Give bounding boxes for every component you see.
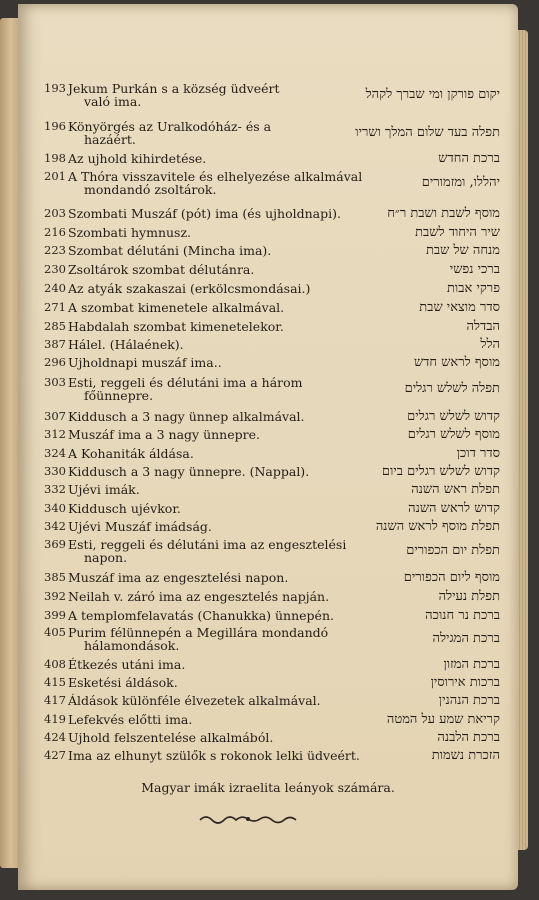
hebrew-title: קדוש לשלש רגלים [407, 409, 500, 424]
page-number: 223 [44, 243, 66, 257]
hebrew-title: פרקי אבות [446, 281, 500, 296]
hebrew-title: קריאת שמע על המטה [386, 712, 500, 727]
hungarian-title: Neilah v. záró ima az engesztelés napján. [68, 589, 330, 604]
hungarian-title: Muszáf ima az engesztelési napon. [68, 570, 289, 585]
hebrew-title: מנחה של שבת [425, 243, 500, 258]
page-number: 399 [44, 608, 66, 622]
page-number: 216 [44, 225, 66, 239]
hungarian-title-continued: főünnepre. [84, 388, 154, 403]
hungarian-title: Az atyák szakaszai (erkölcsmondásai.) [68, 281, 311, 296]
hebrew-title: מוסף לשלש רגלים [407, 427, 500, 442]
list-item [18, 538, 518, 566]
book-page [18, 4, 518, 890]
page-number: 385 [44, 570, 66, 584]
page-number: 408 [44, 657, 66, 671]
hungarian-title: Esketési áldások. [68, 675, 178, 690]
hungarian-title: Ujévi imák. [68, 482, 140, 497]
ornament-divider [198, 812, 298, 826]
page-number: 296 [44, 355, 66, 369]
hebrew-title: תפלת ראש השנה [411, 482, 500, 497]
hebrew-title: קדוש לשלש רגלים ביום [381, 464, 500, 479]
hungarian-title: Habdalah szombat kimenetelekor. [68, 319, 284, 334]
page-number: 417 [44, 693, 66, 707]
hebrew-title: ברכי נפשי [449, 262, 500, 277]
page-number: 387 [44, 337, 66, 351]
hungarian-title: A Thóra visszavitele és elhelyezése alkalmával [68, 169, 363, 184]
page-number: 307 [44, 409, 66, 423]
hungarian-title-continued: hazáért. [84, 132, 136, 147]
page-number: 330 [44, 464, 66, 478]
hungarian-title: Étkezés utáni ima. [68, 657, 186, 672]
hungarian-title: Szombati Muszáf (pót) ima (és ujholdnapi). [68, 206, 341, 221]
page-number: 392 [44, 589, 66, 603]
hebrew-title: תפלת יום הכפורים [406, 543, 500, 558]
list-item [18, 120, 518, 148]
hungarian-title: Esti, reggeli és délutáni ima az engesztelési [68, 537, 347, 552]
hungarian-title: Ujévi Muszáf imádság. [68, 519, 212, 534]
page-number: 196 [44, 119, 66, 133]
hungarian-title: A szombat kimenetele alkalmával. [68, 300, 285, 315]
hungarian-title: Zsoltárok szombat délutánra. [68, 262, 255, 277]
hebrew-title: קדוש לראש השנה [408, 501, 500, 516]
hebrew-title: תפלה בעד שלום המלך ושריו [355, 125, 500, 140]
hebrew-title: מוסף לראש חדש [413, 355, 500, 370]
hebrew-title: מוסף לשבת ושבת ר״ח [387, 206, 500, 221]
hebrew-title: תפלת נעילה [438, 589, 500, 604]
hebrew-title: סדר מוצאי שבת [419, 300, 500, 315]
hungarian-title-continued: mondandó zsoltárok. [84, 182, 217, 197]
hebrew-title: ברכות אירוסין [430, 675, 500, 690]
page-number: 324 [44, 446, 66, 460]
hebrew-title: הבדלה [466, 319, 500, 334]
hebrew-title: סדר דוכן [456, 446, 500, 461]
hebrew-title: ברכת נר חנוכה [425, 608, 500, 623]
page-number: 193 [44, 81, 66, 95]
hungarian-title: Kiddusch a 3 nagy ünnep alkalmával. [68, 409, 305, 424]
hungarian-title: Kiddusch ujévkor. [68, 501, 181, 516]
hebrew-title: ברכת המגילה [432, 631, 500, 646]
hebrew-title: ברכת החדש [438, 151, 500, 166]
page-number: 342 [44, 519, 66, 533]
page-number: 340 [44, 501, 66, 515]
list-item [18, 376, 518, 404]
hungarian-title: Könyörgés az Uralkodóház- és a [68, 119, 272, 134]
facing-page-edge [0, 18, 18, 868]
hebrew-title: יהללו, ומזמורים [421, 175, 500, 190]
hungarian-title: Muszáf ima a 3 nagy ünnepre. [68, 427, 260, 442]
list-item [18, 170, 518, 198]
hebrew-title: מוסף ליום הכפורים [403, 570, 500, 585]
page-number: 369 [44, 537, 66, 551]
page-number: 427 [44, 748, 66, 762]
page-number: 201 [44, 169, 66, 183]
page-number: 230 [44, 262, 66, 276]
page-number: 203 [44, 206, 66, 220]
hungarian-title: A Kohaniták áldása. [68, 446, 194, 461]
hungarian-title: Jekum Purkán s a község üdveért [68, 81, 280, 96]
page-number: 271 [44, 300, 66, 314]
hebrew-title: תפלה לשלש רגלים [404, 381, 500, 396]
hungarian-title: Szombat délutáni (Mincha ima). [68, 243, 272, 258]
hebrew-title: תפלת מוסף לראש השנה [375, 519, 500, 534]
hungarian-title: Kiddusch a 3 nagy ünnepre. (Nappal). [68, 464, 310, 479]
hebrew-title: ברכת הלבנה [437, 730, 500, 745]
page-number: 240 [44, 281, 66, 295]
hungarian-title: Esti, reggeli és délutáni ima a három [68, 375, 303, 390]
hungarian-title-continued: hálamondások. [84, 638, 180, 653]
hungarian-title: Szombati hymnusz. [68, 225, 192, 240]
hungarian-title: Hálel. (Hálaének). [68, 337, 184, 352]
page-number: 424 [44, 730, 66, 744]
list-item [18, 626, 518, 654]
hebrew-title: הזכרת נשמות [431, 748, 500, 763]
page-number: 312 [44, 427, 66, 441]
page-number: 419 [44, 712, 66, 726]
hebrew-title: שיר היחוד לשבת [415, 225, 500, 240]
page-number: 405 [44, 625, 66, 639]
hebrew-title: הלל [480, 337, 500, 352]
hungarian-title: Ujhold felszentelése alkalmából. [68, 730, 274, 745]
hungarian-title: Lefekvés előtti ima. [68, 712, 193, 727]
hungarian-title: A templomfelavatás (Chanukka) ünnepén. [68, 608, 334, 623]
list-item [18, 82, 518, 110]
hungarian-title: Purim félünnepén a Megillára mondandó [68, 625, 329, 640]
page-number: 415 [44, 675, 66, 689]
page-number: 303 [44, 375, 66, 389]
hebrew-title: יקום פורקן ומי שברך לקהל [365, 87, 500, 102]
hebrew-title: ברכת המזון [443, 657, 500, 672]
page-number: 198 [44, 151, 66, 165]
hungarian-title-continued: napon. [84, 550, 128, 565]
page-number: 332 [44, 482, 66, 496]
hungarian-title: Ujholdnapi muszáf ima.. [68, 355, 222, 370]
hebrew-title: ברכת הנהנין [438, 693, 500, 708]
hungarian-title: Az ujhold kihirdetése. [68, 151, 207, 166]
hungarian-title: Áldások különféle élvezetek alkalmával. [68, 693, 321, 708]
hungarian-title: Ima az elhunyt szülők s rokonok lelki üdveért. [68, 748, 360, 763]
page-number: 285 [44, 319, 66, 333]
hungarian-title-continued: való ima. [84, 94, 142, 109]
list-item [18, 749, 518, 777]
page-footer-title: Magyar imák izraelita leányok számára. [141, 780, 395, 795]
